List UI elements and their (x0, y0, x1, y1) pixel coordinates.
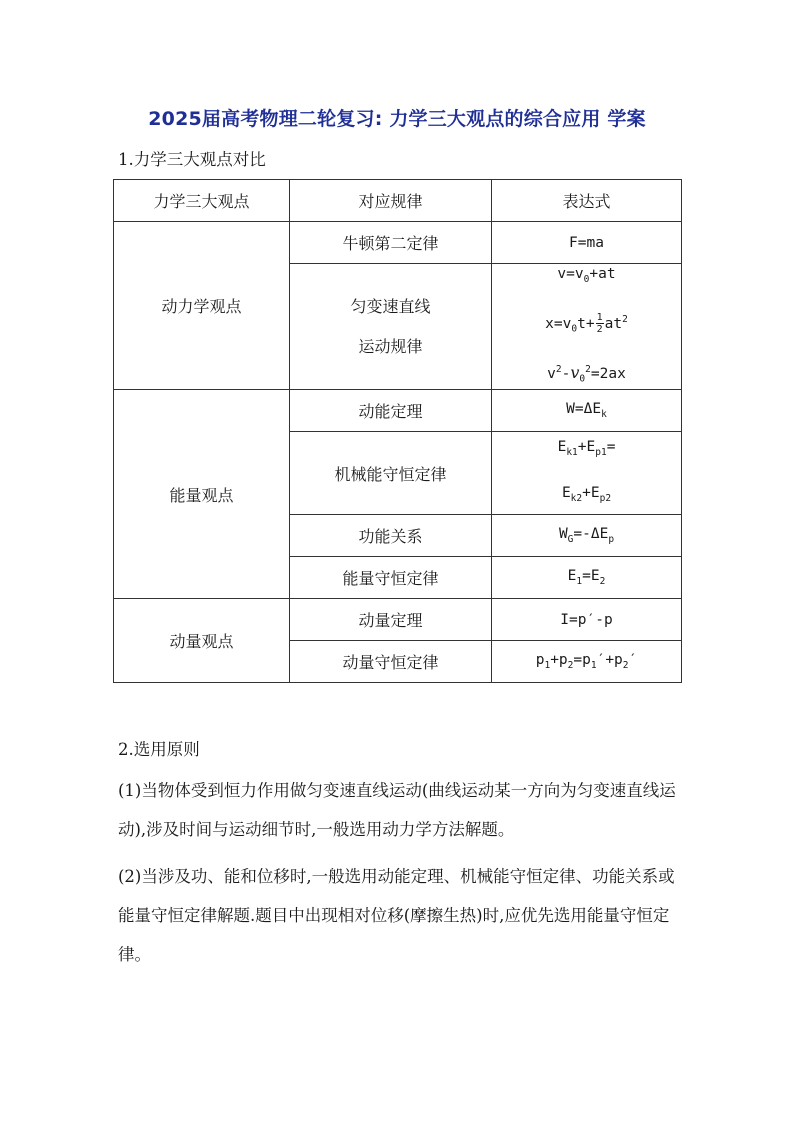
fraction-one-half: $\frac{1}{2}$ (596, 312, 603, 336)
table-row (114, 222, 682, 264)
section-2-heading: 2.选用原则 (118, 740, 200, 759)
principle-paragraph-1: (1)当物体受到恒力作用做匀变速直线运动(曲线运动某一方向为匀变速直线运动),涉及时间与运动细节时,一般选用动力学方法解题。 (118, 781, 676, 839)
expression-cell: $p_1+p_2=p_1'+p_2'$ (492, 641, 682, 683)
formula-velocity-squared: $v^2-v_0^2=2ax$ (547, 362, 626, 385)
formula-velocity: $v=v_0+at$ (557, 266, 616, 285)
table-row (114, 599, 682, 641)
table-row (114, 390, 682, 432)
formula-displacement: $x=v_0t+$ $\frac{1}{2}$ $at^2$ (545, 312, 628, 336)
law-cell: 能量守恒定律 (290, 557, 492, 599)
header-viewpoint: 力学三大观点 (114, 180, 290, 222)
expression-cell: I=p′-p (492, 599, 682, 641)
header-law: 对应规律 (290, 180, 492, 222)
expression-cell: $E_1=E_2$ (492, 557, 682, 599)
law-cell: 动能定理 (290, 390, 492, 432)
header-expression: 表达式 (492, 180, 682, 222)
viewpoint-energy: 能量观点 (114, 390, 290, 599)
expression-cell: $W_G=-\Delta E_p$ (492, 515, 682, 557)
expression-cell (492, 264, 682, 390)
expression-cell (492, 432, 682, 515)
comparison-table (113, 179, 682, 683)
expression-cell: F=ma (492, 222, 682, 264)
formula-mech-energy-2: $E_{k2}+E_{p2}$ (561, 485, 612, 505)
table-header-row (114, 180, 682, 222)
law-cell: 牛顿第二定律 (290, 222, 492, 264)
law-line: 运动规律 (358, 336, 423, 356)
document-title: 2025届高考物理二轮复习: 力学三大观点的综合应用 学案 (148, 108, 646, 130)
law-line: 匀变速直线 (350, 296, 431, 316)
law-cell: 功能关系 (290, 515, 492, 557)
principle-paragraph-2: (2)当涉及功、能和位移时,一般选用动能定理、机械能守恒定律、功能关系或能量守恒定律解题.题目中出现相对位移(摩擦生热)时,应优先选用能量守恒定律。 (118, 867, 675, 964)
law-cell: 机械能守恒定律 (290, 432, 492, 515)
formula-mech-energy-1: $E_{k1}+E_{p1}=$ (557, 439, 616, 459)
section-1-heading: 1.力学三大观点对比 (118, 150, 266, 169)
law-cell (290, 264, 492, 390)
viewpoint-momentum: 动量观点 (114, 599, 290, 683)
law-cell: 动量定理 (290, 599, 492, 641)
expression-cell: $W=\Delta E_k$ (492, 390, 682, 432)
law-cell: 动量守恒定律 (290, 641, 492, 683)
viewpoint-dynamics: 动力学观点 (114, 222, 290, 390)
